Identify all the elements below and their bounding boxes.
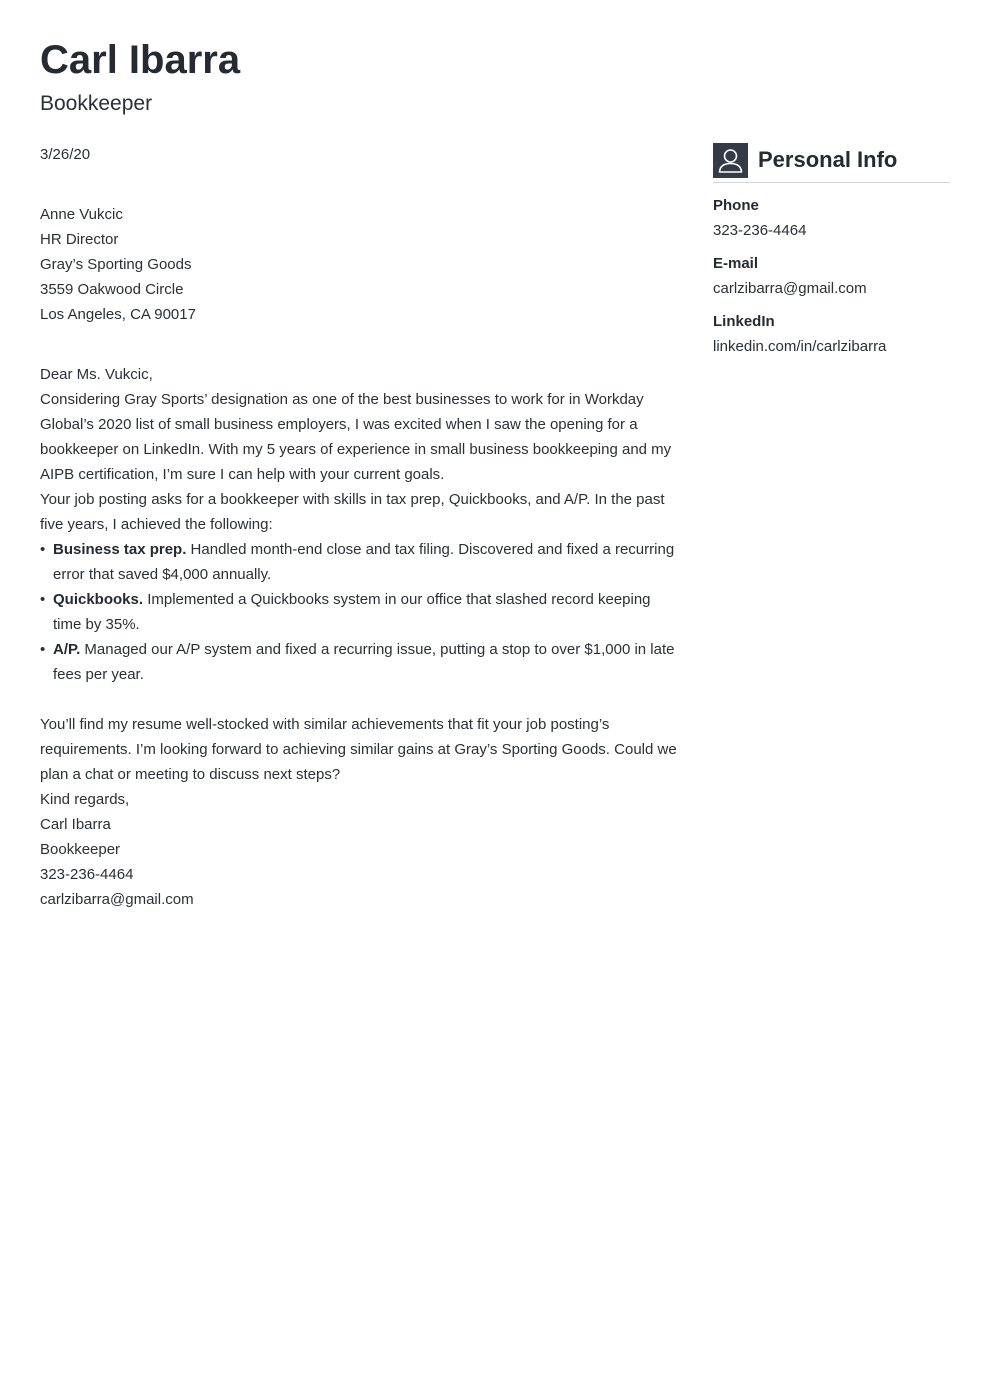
paragraph-achievements: Your job posting asks for a bookkeeper with skills in tax prep, Quickbooks, and A/P. In the past five years, I achieved the following: (40, 491, 665, 533)
achievements-list (40, 537, 680, 687)
email-value: carlzibarra@gmail.com (713, 280, 867, 297)
recipient-city: Los Angeles, CA 90017 (40, 306, 196, 323)
achievements-section (40, 487, 680, 687)
phone-label: Phone (713, 197, 759, 214)
signature-email: carlzibarra@gmail.com (40, 891, 194, 908)
signature-name: Carl Ibarra (40, 816, 111, 833)
phone-value: 323-236-4464 (713, 222, 807, 239)
bullet-icon: • (40, 591, 46, 608)
signature-phone: 323-236-4464 (40, 866, 134, 883)
letter-date: 3/26/20 (40, 146, 91, 163)
applicant-role: Bookkeeper (40, 92, 153, 115)
personal-info-header (713, 142, 950, 183)
closing-phrase: Kind regards, (40, 791, 130, 808)
list-item (40, 587, 680, 637)
bullet-text: Implemented a Quickbooks system in our office that slashed record keeping time by 35%. (53, 591, 651, 633)
recipient-street: 3559 Oakwood Circle (40, 281, 184, 298)
bullet-text: Handled month-end close and tax filing. Discovered and fixed a recurring error that saved $4,000 annually. (53, 541, 675, 583)
signature-block (40, 812, 680, 912)
person-icon (713, 143, 748, 178)
signature-role: Bookkeeper (40, 841, 121, 858)
linkedin-value: linkedin.com/in/carlzibarra (713, 338, 887, 355)
personal-info-title: Personal Info (758, 147, 898, 172)
bullet-text: Managed our A/P system and fixed a recurring issue, putting a stop to over $1,000 in late fees per year. (53, 641, 675, 683)
recipient-address (40, 202, 680, 327)
bullet-icon: • (40, 541, 46, 558)
paragraph-intro: Considering Gray Sports’ designation as one of the best businesses to work for in Workday Global’s 2020 list of small business employers, I was excited when I saw the opening for a bookkeeper on LinkedIn. With my 5 years of experience in small business bookkeeping and my AIPB certification, I’m sure I can help with your current goals. (40, 391, 672, 483)
recipient-name: Anne Vukcic (40, 206, 123, 223)
personal-info-panel (713, 142, 950, 357)
salutation: Dear Ms. Vukcic, (40, 366, 153, 383)
list-item (40, 637, 680, 687)
bullet-title: Business tax prep. (53, 541, 187, 558)
linkedin-label: LinkedIn (713, 313, 775, 330)
bullet-title: Quickbooks. (53, 591, 144, 608)
letter-body (40, 142, 680, 912)
bullet-icon: • (40, 641, 46, 658)
list-item (40, 537, 680, 587)
bullet-title: A/P. (53, 641, 81, 658)
recipient-company: Gray’s Sporting Goods (40, 256, 192, 273)
email-label: E-mail (713, 255, 759, 272)
applicant-name: Carl Ibarra (40, 38, 241, 82)
recipient-title: HR Director (40, 231, 119, 248)
paragraph-closing: You’ll find my resume well-stocked with similar achievements that fit your job posting’s requirements. I’m looking forward to achieving similar gains at Gray’s Sporting Goods. Could we plan a chat or meeting to discuss next steps? (40, 716, 677, 783)
